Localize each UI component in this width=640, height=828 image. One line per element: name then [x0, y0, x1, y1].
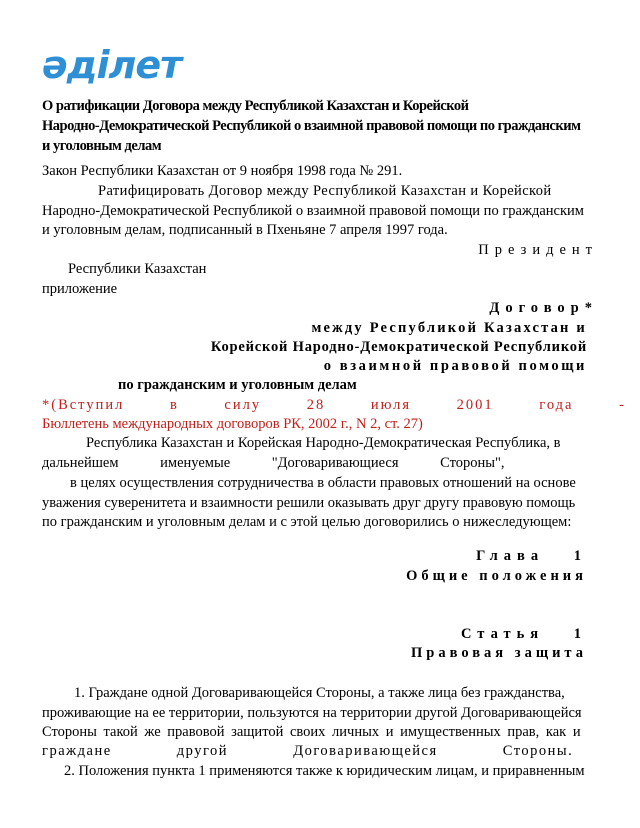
doc-title-line-3: и уголовным делам	[42, 138, 162, 154]
treaty-heading-line-3: Корейской Народно-Демократической Республикой	[210, 339, 587, 355]
preamble-line-3: в целях осуществления сотрудничества в области правовых отношений на основе	[70, 475, 576, 491]
preamble-line-1: Республика Казахстан и Корейская Народно-Демократическая Республика, в	[86, 435, 561, 451]
appendix-label: приложение	[42, 281, 118, 297]
preamble-line-5: по гражданским и уголовным делам и с этой целью договорились о нижеследующем:	[42, 514, 572, 530]
president-signature: Президент	[478, 242, 598, 258]
chapter-heading: Глава 1	[476, 548, 587, 564]
president-republic: Республики Казахстан	[68, 261, 207, 277]
doc-title-line-2: Народно-Демократической Республикой о взаимной правовой помощи по гражданским	[42, 118, 581, 134]
preamble-line-4: уважения суверенитета и взаимности решили оказывать друг другу правовую помощь	[42, 495, 576, 511]
article-title: Правовая защита	[411, 645, 587, 661]
article-1-paragraph-1-line-4: граждане другой Договаривающейся Стороны.	[42, 743, 574, 759]
logo-text: әділет	[42, 43, 182, 87]
law-text-line-3: и уголовным делам, подписанный в Пхеньяне 7 апреля 1997 года.	[42, 222, 448, 238]
bulletin-reference: Бюллетень международных договоров РК, 2002 г., N 2, ст. 27)	[42, 416, 423, 432]
treaty-heading-line-5: по гражданским и уголовным делам	[118, 377, 357, 393]
article-1-paragraph-2-line-1: 2. Положения пункта 1 применяются также к юридическим лицам, и приравненным	[64, 763, 585, 779]
entry-into-force-note: *(Вступил в силу 28 июля 2001 года -	[42, 397, 626, 413]
doc-title-line-1: О ратификации Договора между Республикой Казахстан и Корейской	[42, 98, 469, 114]
law-reference: Закон Республики Казахстан от 9 ноября 1998 года № 291.	[42, 163, 403, 179]
article-1-paragraph-1-line-1: 1. Граждане одной Договаривающейся Стороны, а также лица без гражданства,	[74, 685, 565, 701]
article-1-paragraph-1-line-3: Стороны такой же правовой защитой своих личных и имущественных прав, как и	[42, 724, 581, 740]
article-1-paragraph-1-line-2: проживающие на ее территории, пользуются на территории другой Договаривающейся	[42, 705, 582, 721]
preamble-line-2: дальнейшем именуемые "Договаривающиеся Стороны",	[42, 455, 505, 471]
adilet-logo[interactable]	[42, 43, 182, 87]
law-text-line-1: Ратифицировать Договор между Республикой Казахстан и Корейской	[98, 183, 552, 199]
treaty-heading-line-4: о взаимной правовой помощи	[323, 358, 587, 374]
chapter-title: Общие положения	[406, 568, 587, 584]
law-text-line-2: Народно-Демократической Республикой о взаимной правовой помощи по гражданским	[42, 203, 584, 219]
treaty-heading: Договор*	[489, 300, 598, 316]
article-heading: Статья 1	[461, 626, 587, 642]
treaty-heading-line-2: между Республикой Казахстан и	[311, 320, 587, 336]
